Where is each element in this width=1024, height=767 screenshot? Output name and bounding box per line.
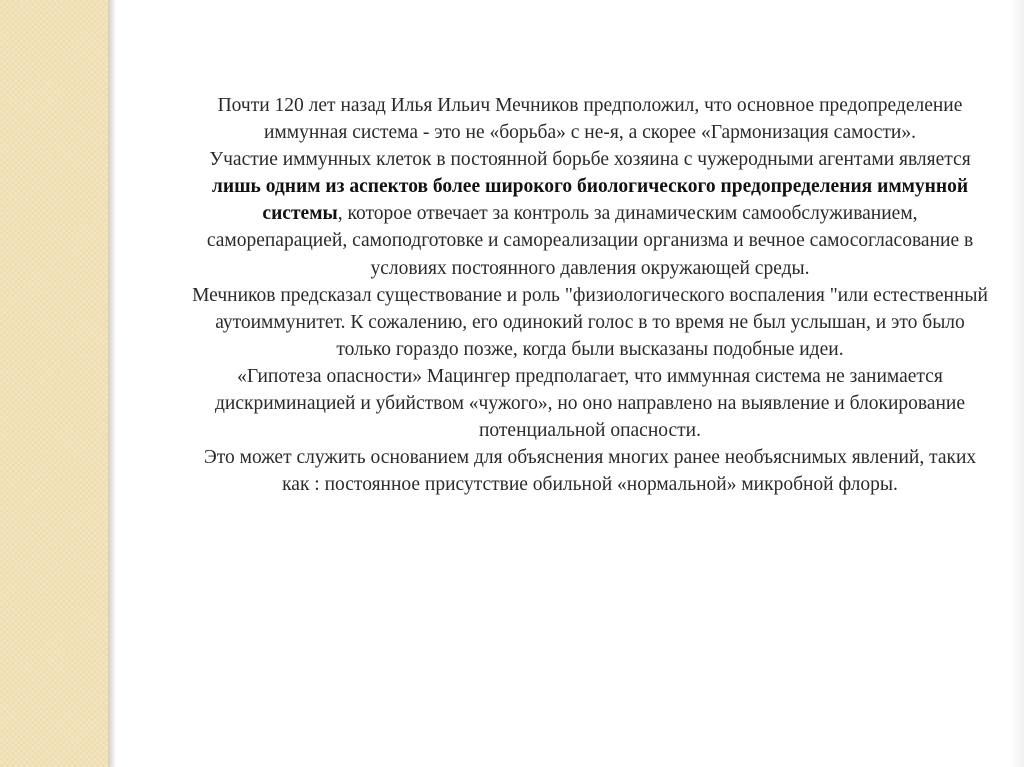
paragraph-danger-hypothesis: «Гипотеза опасности» Мацингер предполагает, что иммунная система не занимается дискриминацией и убийством «чужого», но оно направлено на выявление и блокирование потенциальной опасности. xyxy=(214,365,966,442)
decorative-side-strip xyxy=(0,0,108,767)
paragraph-mechnikov-hypothesis: Почти 120 лет назад Илья Ильич Мечников предположил, что основное предопределение иммунная система - это не «борьба» с не-я, а скорее «Гармонизация самости». xyxy=(217,95,963,144)
paragraph-text-end: , которое отвечает за контроль за динамическим самообслуживанием, саморепарацией, самоподготовке и самореализации организма и вечное самосогласование в условиях постоянного давления окружающей среды. xyxy=(206,203,974,279)
slide-text-block xyxy=(190,92,990,498)
paragraph-physiological-inflammation: Мечников предсказал существование и роль "физиологического воспаления "или естественный аутоиммунитет. К сожалению, его одинокий голос в то время не был услышан, и это было только гораздо позже, когда были высказаны подобные идеи. xyxy=(192,284,988,360)
paragraph-text-start: Участие иммунных клеток в постоянной борьбе хозяина с чужеродными агентами является xyxy=(209,149,971,171)
paragraph-bold-emphasis: лишь одним из аспектов более широкого биологического предопределения иммунной системы xyxy=(211,176,969,225)
paragraph-microbial-flora: Это может служить основанием для объяснения многих ранее необъяснимых явлений, таких как : постоянное присутствие обильной «нормальной» микробной флоры. xyxy=(203,447,977,496)
paragraph-immune-role xyxy=(190,146,990,281)
strip-shadow xyxy=(108,0,116,767)
right-edge-shadow xyxy=(1010,0,1024,767)
